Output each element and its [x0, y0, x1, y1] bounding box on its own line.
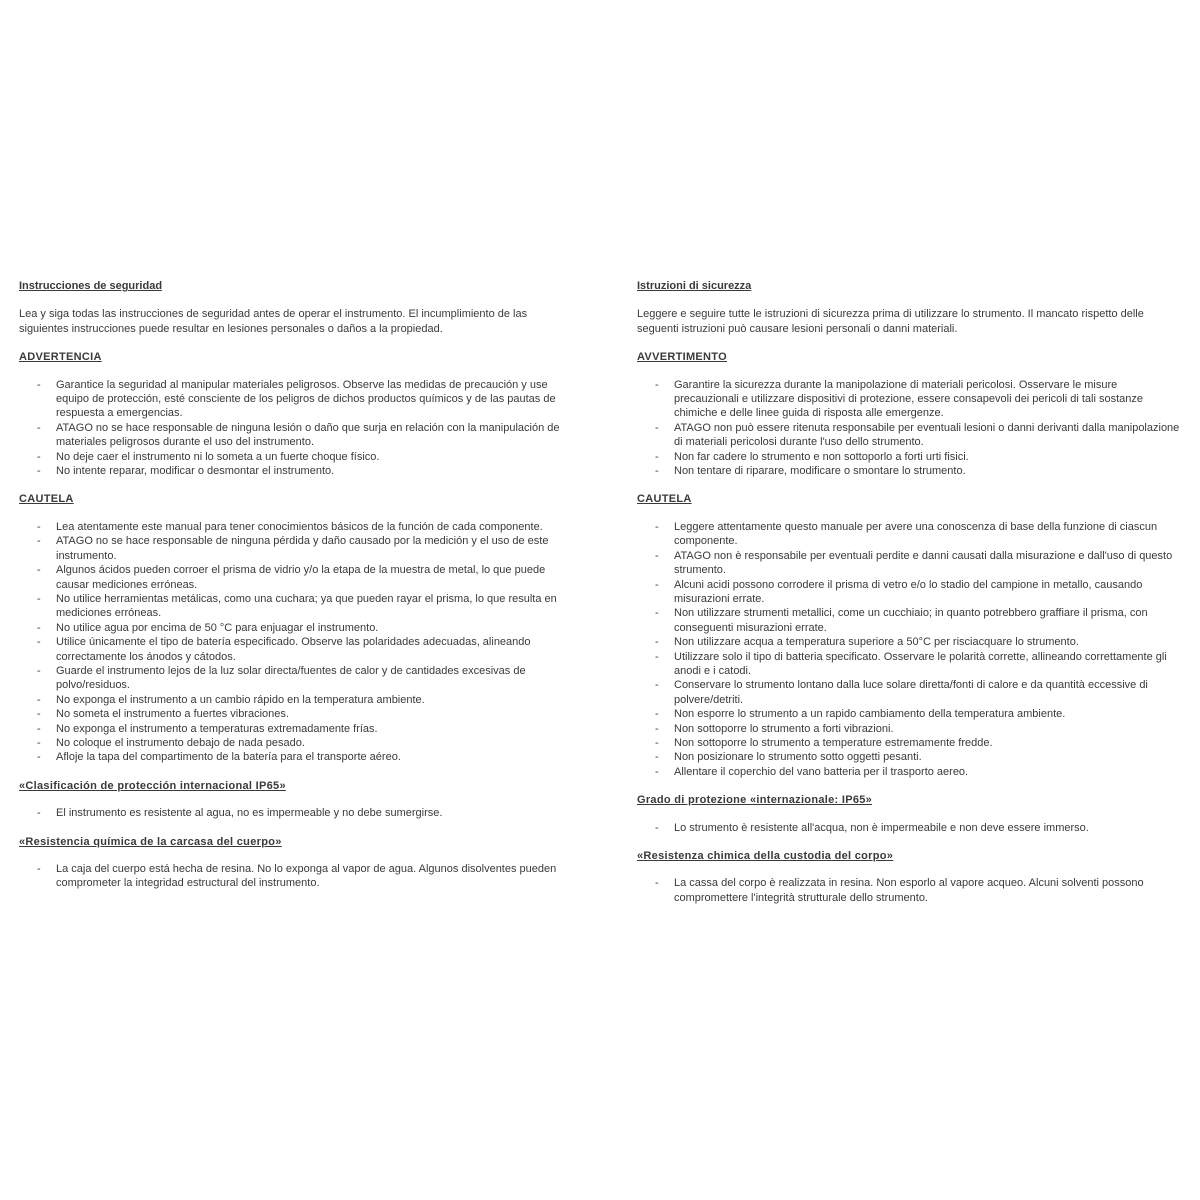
list-item: - Non far cadere lo strumento e non sottoporlo a forti urti fisici.: [637, 450, 1182, 464]
list-item: - Lea atentamente este manual para tener conocimientos básicos de la función de cada componente.: [19, 520, 569, 534]
list-item: - No someta el instrumento a fuertes vibraciones.: [19, 707, 569, 721]
italian-ip65-heading: Grado di protezione «internazionale: IP65»: [637, 794, 873, 807]
spanish-caution-list: [19, 520, 569, 765]
italian-chemical-list: [637, 876, 1182, 905]
spanish-intro: Lea y siga todas las instrucciones de seguridad antes de operar el instrumento. El incumplimiento de las siguientes instrucciones puede resultar en lesiones personales o daños a la propiedad.: [19, 308, 528, 335]
list-item: - Alcuni acidi possono corrodere il prisma di vetro e/o lo stadio del campione in metallo, causando misurazioni errate.: [637, 578, 1182, 607]
spanish-chemical-list: [19, 862, 569, 891]
list-item: - Utilice únicamente el tipo de batería especificado. Observe las polaridades adecuadas, alineando correctamente los ánodos y cátodos.: [19, 635, 569, 664]
italian-title: Istruzioni di sicurezza: [637, 280, 752, 292]
spanish-chemical-heading: «Resistencia química de la carcasa del cuerpo»: [19, 835, 282, 848]
list-item: - Non utilizzare acqua a temperatura superiore a 50°C per risciacquare lo strumento.: [637, 635, 1182, 649]
italian-chemical-heading: «Resistenza chimica della custodia del corpo»: [637, 850, 894, 862]
list-item: - Non esporre lo strumento a un rapido cambiamento della temperatura ambiente.: [637, 707, 1182, 721]
italian-ip65-list: [637, 821, 1182, 835]
list-item: - Non tentare di riparare, modificare o smontare lo strumento.: [637, 464, 1182, 478]
list-item: - Non utilizzare strumenti metallici, come un cucchiaio; in quanto potrebbero graffiare il prisma, con conseguenti misurazioni errate.: [637, 606, 1182, 635]
list-item: - No intente reparar, modificar o desmontar el instrumento.: [19, 464, 569, 478]
list-item: - Garantire la sicurezza durante la manipolazione di materiali pericolosi. Osservare le misure precauzionali e utilizzare dispositivi di protezione, essere consapevoli dei pericoli di tali sostanze chimiche e delle linee guida di risposta alle emergenze.: [637, 378, 1182, 421]
spanish-warning-list: [19, 378, 569, 479]
list-item: - No coloque el instrumento debajo de nada pesado.: [19, 736, 569, 750]
list-item: - La caja del cuerpo está hecha de resina. No lo exponga al vapor de agua. Algunos disolventes pueden comprometer la integridad estructural del instrumento.: [19, 862, 569, 891]
list-item: - Afloje la tapa del compartimento de la batería para el transporte aéreo.: [19, 750, 569, 764]
list-item: - Non posizionare lo strumento sotto oggetti pesanti.: [637, 750, 1182, 764]
list-item: - Leggere attentamente questo manuale per avere una conoscenza di base della funzione di ciascun componente.: [637, 520, 1182, 549]
spanish-ip65-heading: «Clasificación de protección internacional IP65»: [19, 779, 286, 792]
italian-caution-heading: CAUTELA: [637, 493, 692, 506]
italian-warning-heading: AVVERTIMENTO: [637, 351, 727, 364]
list-item: - El instrumento es resistente al agua, no es impermeable y no debe sumergirse.: [19, 806, 569, 820]
list-item: - Garantice la seguridad al manipular materiales peligrosos. Observe las medidas de precaución y use equipo de protección, esté consciente de los peligros de dichos productos químicos y de las pautas de respuesta a emergencias.: [19, 378, 569, 421]
list-item: - Non sottoporre lo strumento a forti vibrazioni.: [637, 722, 1182, 736]
spanish-caution-heading: CAUTELA: [19, 493, 74, 506]
list-item: - No exponga el instrumento a un cambio rápido en la temperatura ambiente.: [19, 693, 569, 707]
list-item: - Allentare il coperchio del vano batteria per il trasporto aereo.: [637, 765, 1182, 779]
list-item: - ATAGO non può essere ritenuta responsabile per eventuali lesioni o danni derivanti dalla manipolazione di materiali pericolosi durante l'uso dello strumento.: [637, 421, 1182, 450]
list-item: - ATAGO no se hace responsable de ninguna pérdida y daño causado por la medición y el uso de este instrumento.: [19, 534, 569, 563]
list-item: - ATAGO no se hace responsable de ninguna lesión o daño que surja en relación con la manipulación de materiales peligrosos durante el uso del instrumento.: [19, 421, 569, 450]
list-item: - No exponga el instrumento a temperaturas extremadamente frías.: [19, 722, 569, 736]
list-item: - La cassa del corpo è realizzata in resina. Non esporlo al vapore acqueo. Alcuni solventi possono compromettere l'integrità strutturale dello strumento.: [637, 876, 1182, 905]
spanish-ip65-list: [19, 806, 569, 820]
list-item: - No utilice herramientas metálicas, como una cuchara; ya que pueden rayar el prisma, lo que resulta en mediciones erróneas.: [19, 592, 569, 621]
italian-intro: Leggere e seguire tutte le istruzioni di sicurezza prima di utilizzare lo strumento. Il mancato rispetto delle seguenti istruzioni può causare lesioni personali o danni materiali.: [637, 308, 1144, 335]
list-item: - No utilice agua por encima de 50 °C para enjuagar el instrumento.: [19, 621, 569, 635]
italian-column: [637, 279, 1182, 919]
list-item: - Lo strumento è resistente all'acqua, non è impermeabile e non deve essere immerso.: [637, 821, 1182, 835]
list-item: - Algunos ácidos pueden corroer el prisma de vidrio y/o la etapa de la muestra de metal, lo que puede causar mediciones erróneas.: [19, 563, 569, 592]
spanish-warning-heading: ADVERTENCIA: [19, 351, 102, 364]
list-item: - ATAGO non è responsabile per eventuali perdite e danni causati dalla misurazione e dall'uso di questo strumento.: [637, 549, 1182, 578]
italian-caution-list: [637, 520, 1182, 779]
list-item: - Utilizzare solo il tipo di batteria specificato. Osservare le polarità corrette, allineando correttamente gli anodi e i catodi.: [637, 650, 1182, 679]
list-item: - Conservare lo strumento lontano dalla luce solare diretta/fonti di calore e da quantità eccessive di polvere/detriti.: [637, 678, 1182, 707]
list-item: - Guarde el instrumento lejos de la luz solar directa/fuentes de calor y de cantidades excesivas de polvo/residuos.: [19, 664, 569, 693]
list-item: - No deje caer el instrumento ni lo someta a un fuerte choque físico.: [19, 450, 569, 464]
spanish-column: [19, 279, 569, 905]
list-item: - Non sottoporre lo strumento a temperature estremamente fredde.: [637, 736, 1182, 750]
spanish-title: Instrucciones de seguridad: [19, 280, 163, 292]
italian-warning-list: [637, 378, 1182, 479]
